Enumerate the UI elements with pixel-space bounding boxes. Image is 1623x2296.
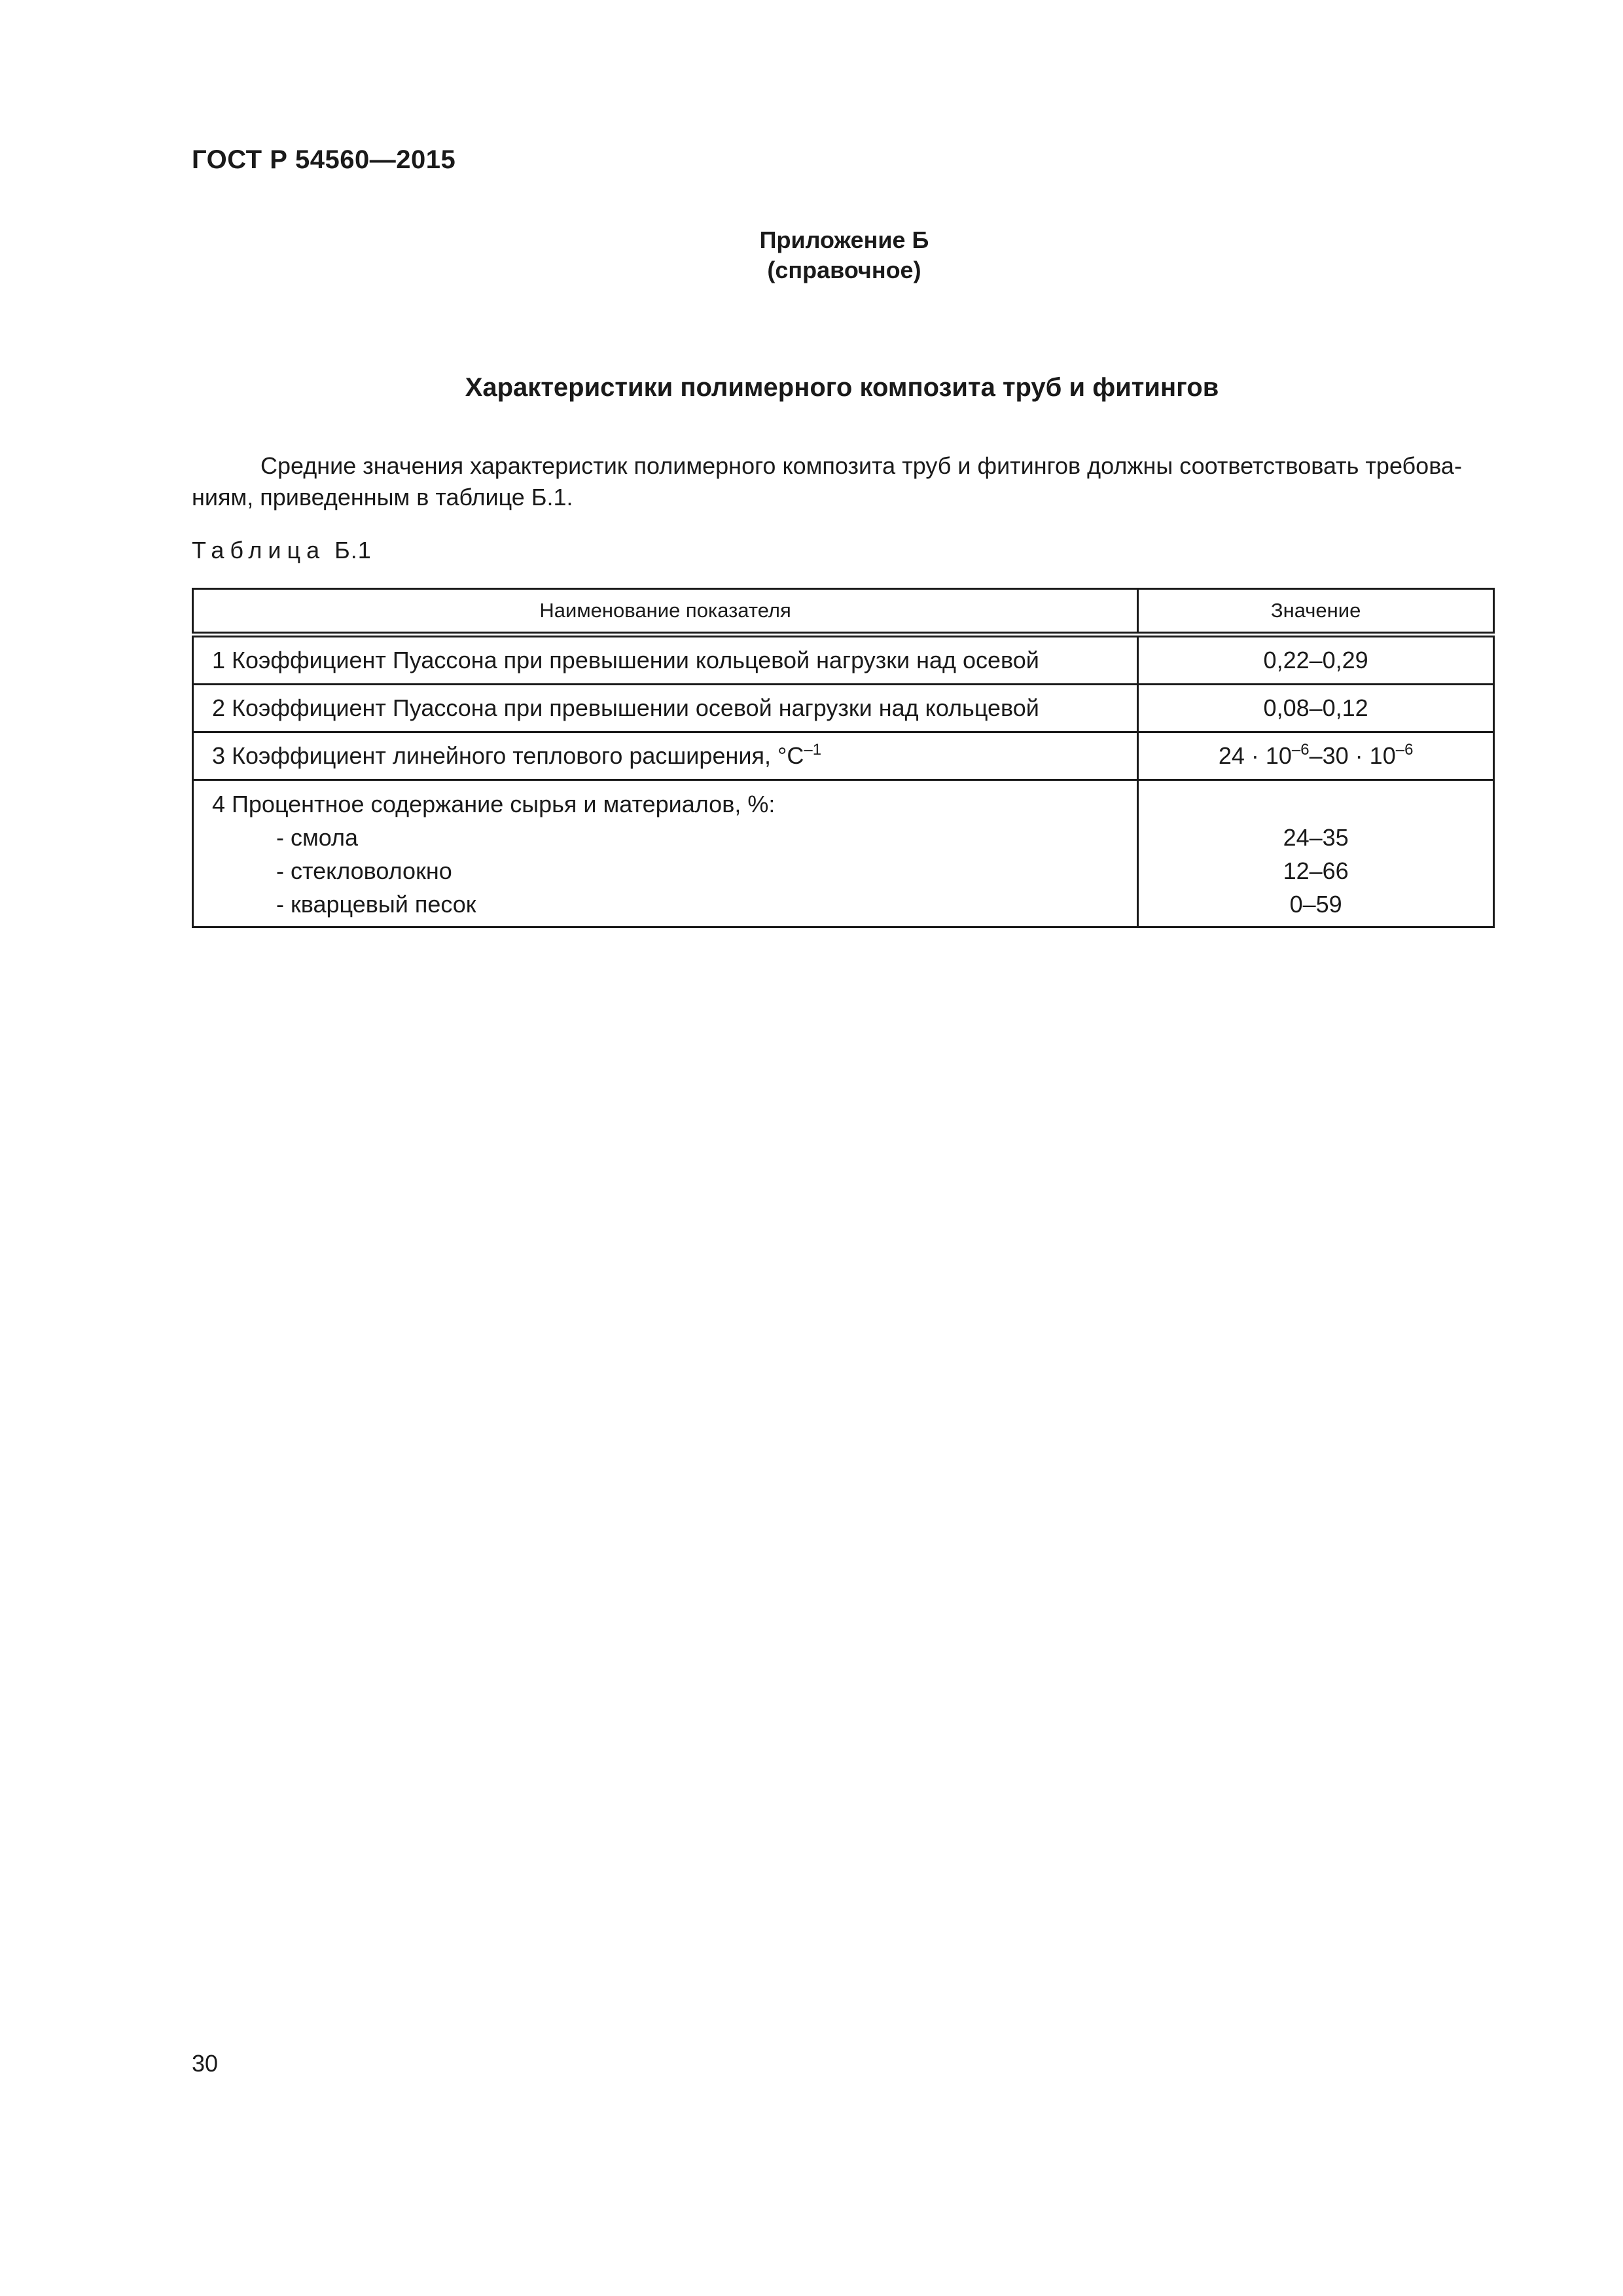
table-caption-number: Б.1 [334,537,372,564]
table-row [193,635,1494,685]
row-3-value-cell [1138,732,1494,780]
row-2-value: 0,08–0,12 [1138,685,1494,732]
table-header-row [193,589,1494,635]
table-row [193,780,1494,927]
row-4-item-2-value: 12–66 [1283,857,1349,884]
row-3-value-a-exponent: –6 [1291,741,1310,759]
table-caption [192,537,372,564]
row-3-value-a: 24 · 10 [1218,742,1292,769]
appendix-kind: (справочное) [767,257,921,283]
document-code: ГОСТ Р 54560—2015 [192,145,456,174]
row-4-name-cell [193,780,1138,927]
row-4-name: 4 Процентное содержание сырья и материалов, %: [212,791,776,817]
characteristics-table [192,588,1495,928]
header-value: Значение [1138,589,1494,635]
row-1-name: 1 Коэффициент Пуассона при превышении кольцевой нагрузки над осевой [193,635,1138,685]
row-3-name-cell [193,732,1138,780]
row-4-item-2-name: - стекловолокно [276,857,452,884]
row-4-item-3-name: - кварцевый песок [276,891,476,918]
appendix-title: Приложение Б [759,226,929,253]
section-title: Характеристики полимерного композита труб и фитингов [465,373,1219,402]
intro-line-2: ниям, приведенным в таблице Б.1. [192,484,573,511]
row-4-value-cell [1138,780,1494,927]
row-3-name-exponent: –1 [804,741,822,759]
intro-paragraph [192,450,1492,513]
row-4-value-spacer [1157,787,1474,821]
row-1-value: 0,22–0,29 [1138,635,1494,685]
row-3-value-b: –30 · 10 [1309,742,1396,769]
intro-line-1: Средние значения характеристик полимерного композита труб и фитингов должны соответствовать требова- [260,452,1462,479]
row-4-item-3-value: 0–59 [1289,891,1342,918]
header-name: Наименование показателя [193,589,1138,635]
table-row [193,685,1494,732]
table-caption-word: Таблица [192,537,326,564]
row-4-item-1-name: - смола [276,824,358,851]
row-3-value-b-exponent: –6 [1395,741,1414,759]
row-3-name: 3 Коэффициент линейного теплового расширения, °С [212,742,804,769]
row-4-item-1-value: 24–35 [1283,824,1349,851]
table-row [193,732,1494,780]
page-number: 30 [192,2050,219,2077]
row-2-name: 2 Коэффициент Пуассона при превышении осевой нагрузки над кольцевой [193,685,1138,732]
